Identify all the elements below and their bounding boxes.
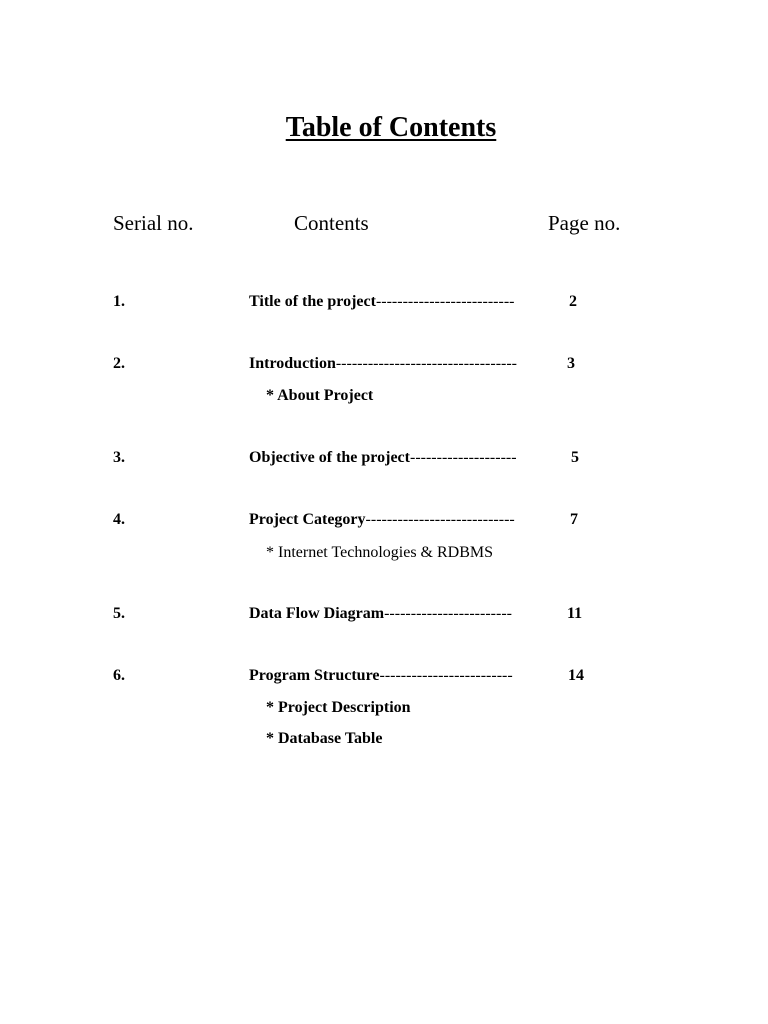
entry-page: 3 xyxy=(567,355,575,372)
entry-serial: 3. xyxy=(113,449,125,466)
entry-page: 5 xyxy=(571,449,579,466)
entry-serial: 5. xyxy=(113,605,125,622)
header-contents: Contents xyxy=(294,211,369,235)
entry-leader: -------------------------- xyxy=(375,293,515,310)
entry-page: 2 xyxy=(569,293,577,310)
entry-leader: ------------------------- xyxy=(379,667,513,684)
header-serial-no: Serial no. xyxy=(113,211,194,235)
entry-leader: ---------------------------- xyxy=(365,511,515,528)
entry-label: Objective of the project xyxy=(249,449,410,466)
entry-subitem: * About Project xyxy=(266,387,374,404)
entry-content xyxy=(249,449,517,467)
entry-leader: -------------------- xyxy=(409,449,517,466)
entry-subitem: * Project Description xyxy=(266,699,411,716)
entry-leader: ------------------------ xyxy=(384,605,512,622)
entry-subitem: * Database Table xyxy=(266,730,383,747)
entry-content xyxy=(249,355,517,373)
entry-content xyxy=(249,667,513,685)
entry-serial: 6. xyxy=(113,667,125,684)
entry-serial: 4. xyxy=(113,511,125,528)
entry-serial: 2. xyxy=(113,355,125,372)
entry-content xyxy=(249,293,514,311)
entry-page: 14 xyxy=(568,667,584,684)
entry-leader: ---------------------------------- xyxy=(335,355,517,372)
entry-serial: 1. xyxy=(113,293,125,310)
page-title: Table of Contents xyxy=(285,112,497,143)
entry-content xyxy=(249,605,512,623)
entry-label: Project Category xyxy=(249,511,366,528)
entry-label: Title of the project xyxy=(249,293,376,310)
entry-page: 7 xyxy=(570,511,578,528)
entry-label: Program Structure xyxy=(249,667,380,684)
entry-label: Data Flow Diagram xyxy=(249,605,385,622)
entry-subitem: * Internet Technologies & RDBMS xyxy=(266,544,494,561)
header-page-no: Page no. xyxy=(548,211,621,235)
entry-content xyxy=(249,511,515,529)
entry-page: 11 xyxy=(567,605,583,622)
entry-label: Introduction xyxy=(249,355,336,372)
